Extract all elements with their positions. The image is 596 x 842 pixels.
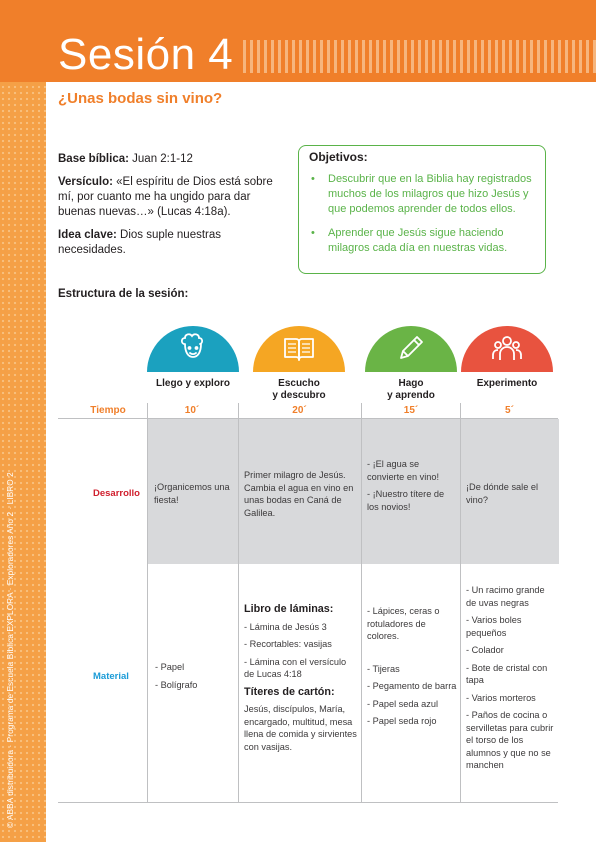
table-line: [58, 564, 558, 565]
pencil-icon: [365, 326, 457, 372]
structure-title: Estructura de la sesión:: [58, 288, 189, 300]
material-llego: [155, 661, 235, 696]
desarrollo-label: Desarrollo: [93, 488, 140, 499]
cell-text: - Lápices, ceras o rotuladores de colores.: [367, 606, 440, 641]
copyright-vertical-text: © ABBA distribuidora · Programa de Escuela Bíblica EXPLORA · Exploradores Año 2 · LIBRO 2: [6, 472, 15, 828]
cell-text: - Papel: [155, 662, 185, 672]
idea-clave: [58, 228, 288, 258]
book-icon: [253, 326, 345, 372]
cell-text: Jesús, discípulos, María, encargado, multitud, mesa llena de comida y sirvientes con vasijas.: [244, 704, 357, 752]
material-escucho: [244, 603, 358, 758]
table-line: [58, 802, 558, 803]
material-label: Material: [93, 671, 129, 682]
time-row: [58, 403, 558, 419]
header-stripes-decoration: [243, 40, 596, 73]
time-value: 20´: [292, 405, 307, 416]
cell-text: - Varios morteros: [466, 692, 536, 703]
cell-text: - Un racimo grande de uvas negras: [466, 585, 545, 608]
cell-text: - Lámina de Jesús 3: [244, 621, 327, 632]
versiculo-label: Versículo:: [58, 176, 113, 188]
cell-text: - Varios boles pequeños: [466, 615, 522, 638]
column-head-line: Llego y exploro: [156, 378, 230, 389]
material-heading: Libro de láminas:: [244, 603, 334, 615]
cell-text: - Bolígrafo: [155, 679, 198, 690]
versiculo-value: «El espíritu de Dios está sobre mí, por cuanto me ha ungido para dar buenas nuevas…» (Lucas 4:18a).: [58, 176, 273, 218]
idea-clave-value: Dios suple nuestras necesidades.: [58, 229, 222, 256]
group-icon: [461, 326, 553, 372]
objectives-title: Objetivos:: [309, 150, 368, 164]
session-title: Sesión 4: [58, 30, 234, 79]
cell-text: - Colador: [466, 645, 504, 655]
cell-text: - Bote de cristal con tapa: [466, 662, 548, 685]
column-head-line: y aprendo: [387, 390, 435, 401]
table-line: [238, 403, 239, 802]
cell-text: - Paños de cocina o servilletas para cubrir el torso de los alumnos y que no se manchen: [466, 710, 554, 770]
material-experimento: [466, 584, 556, 777]
cell-text: - Papel seda azul: [367, 698, 438, 709]
session-info: [58, 152, 288, 266]
session-header: [0, 0, 596, 82]
cell-text: - Tijeras: [367, 663, 400, 674]
material-hago: [367, 605, 457, 733]
column-head-hago: [365, 378, 457, 402]
column-head-line: Escucho: [278, 378, 320, 389]
objectives-box: [298, 145, 546, 274]
session-subtitle: ¿Unas bodas sin vino?: [58, 90, 223, 107]
table-line: [460, 403, 461, 802]
base-biblica: [58, 152, 288, 167]
time-value: 15´: [403, 405, 419, 416]
column-head-line: y descubro: [272, 390, 326, 401]
cell-text: - Pegamento de barra: [367, 681, 457, 691]
column-head-escucho: [253, 378, 345, 402]
cell-text: ¡Organicemos una fiesta!: [154, 482, 230, 505]
versiculo: [58, 175, 288, 220]
objective-item: • Aprender que Jesús sigue haciendo milagros cada día en nuestras vidas.: [311, 226, 539, 256]
time-label: Tiempo: [90, 405, 126, 416]
table-line: [147, 403, 148, 802]
table-line: [58, 418, 558, 419]
cell-text: - Recortables: vasijas: [244, 639, 332, 649]
desarrollo-hago: [367, 458, 457, 518]
column-head-experimento: [461, 378, 553, 390]
cell-text: - ¡El agua se convierte en vino!: [367, 459, 440, 482]
material-heading: Títeres de cartón:: [244, 685, 335, 698]
desarrollo-llego: [154, 481, 236, 511]
cell-text: - ¡Nuestro títere de los novios!: [367, 489, 445, 512]
cell-text: - Papel seda rojo: [367, 716, 437, 726]
table-line: [361, 403, 362, 802]
base-biblica-value: Juan 2:1-12: [128, 153, 193, 165]
face-icon: [147, 326, 239, 372]
objectives-list: [311, 172, 539, 265]
column-head-line: Experimento: [476, 378, 538, 389]
column-head-llego: [147, 378, 239, 390]
cell-text: - Lámina con el versículo de Lucas 4:18: [244, 656, 347, 679]
time-value: 5´: [505, 405, 514, 416]
desarrollo-escucho: [244, 469, 356, 524]
desarrollo-experimento: [466, 481, 556, 511]
cell-text: Primer milagro de Jesús. Cambia el agua en vino en unas bodas en Caná de Galilea.: [244, 470, 354, 518]
idea-clave-label: Idea clave:: [58, 229, 117, 241]
base-biblica-label: Base bíblica:: [58, 153, 129, 165]
column-head-line: Hago: [398, 378, 424, 389]
objective-item: • Descubrir que en la Biblia hay registrados muchos de los milagros que hizo Jesús y que podemos aprender de todos ellos.: [311, 172, 539, 217]
cell-text: ¡De dónde sale el vino?: [466, 482, 539, 505]
time-value: 10´: [184, 405, 200, 416]
